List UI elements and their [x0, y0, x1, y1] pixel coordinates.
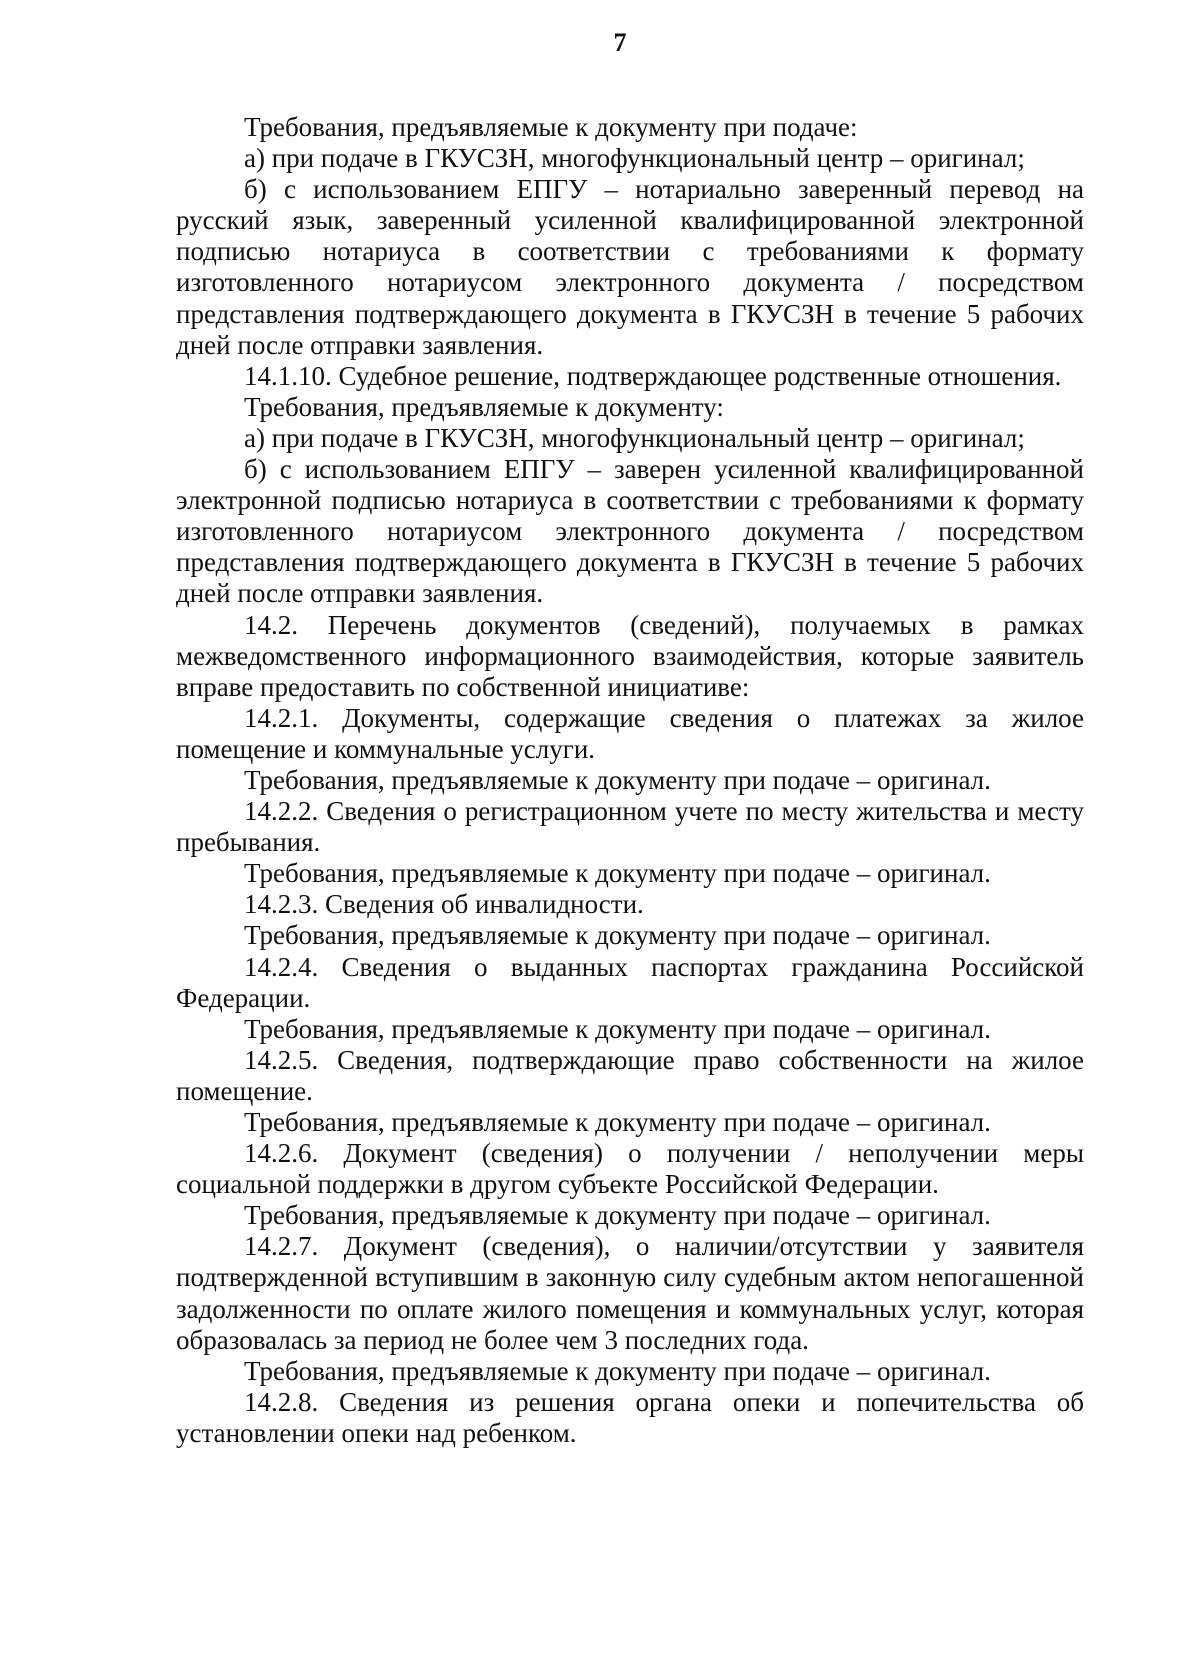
paragraph-requirements-original: Требования, предъявляемые к документу при подаче – оригинал.: [244, 858, 991, 889]
paragraph-14-2-1: 14.2.1. Документы, содержащие сведения о платежах за жилое помещение и коммунальные услуги.: [176, 702, 1084, 764]
paragraph-requirements-original: Требования, предъявляемые к документу при подаче – оригинал.: [244, 764, 991, 795]
paragraph-requirements-original: Требования, предъявляемые к документу при подаче – оригинал.: [244, 1107, 991, 1137]
paragraph-requirements-original: Требования, предъявляемые к документу при подаче – оригинал.: [244, 1200, 991, 1231]
paragraph-14-2-4: 14.2.4. Сведения о выданных паспортах гражданина Российской Федерации.: [176, 951, 1084, 1013]
paragraph-requirements: Требования, предъявляемые к документу:: [244, 391, 724, 422]
paragraph-14-2-8: 14.2.8. Сведения из решения органа опеки и попечительства об установлении опеки над ребенком.: [176, 1386, 1084, 1448]
paragraph-14-2-7: 14.2.7. Документ (сведения), о наличии/отсутствии у заявителя подтвержденной вступившим в законную силу судебным актом непогашенной задолженности по оплате жилого помещения и коммунальных услуг, которая образовалась за период не более чем 3 последних года.: [176, 1231, 1084, 1355]
paragraph-item-b-epgu-signature: б) с использованием ЕПГУ – заверен усиленной квалифицированной электронной подписью нотариуса в соответствии с требованиями к формату изготовленного нотариусом электронного документа / посредством представления подтверждающего документа в ГКУСЗН в течение 5 рабочих дней после отправки заявления.: [176, 454, 1084, 609]
paragraph-item-b-epgu-translation: б) с использованием ЕПГУ – нотариально заверенный перевод на русский язык, заверенный усиленной квалифицированной электронной подписью нотариуса в соответствии с требованиями к формату изготовленного нотариусом электронного документа / посредством представления подтверждающего документа в ГКУСЗН в течение 5 рабочих дней после отправки заявления.: [176, 174, 1084, 360]
paragraph-requirements-original: Требования, предъявляемые к документу при подаче – оригинал.: [244, 1013, 991, 1044]
paragraph-14-2: 14.2. Перечень документов (сведений), получаемых в рамках межведомственного информационного взаимодействия, которые заявитель вправе предоставить по собственной инициативе:: [176, 609, 1084, 702]
paragraph-14-2-5: 14.2.5. Сведения, подтверждающие право собственности на жилое помещение.: [176, 1044, 1084, 1106]
paragraph-requirements-original: Требования, предъявляемые к документу при подаче – оригинал.: [244, 920, 991, 951]
paragraph-14-2-3: 14.2.3. Сведения об инвалидности.: [244, 889, 644, 920]
paragraph-14-1-10: 14.1.10. Судебное решение, подтверждающее родственные отношения.: [244, 360, 1062, 391]
paragraph-item-a-submission: а) при подаче в ГКУСЗН, многофункциональный центр – оригинал;: [244, 143, 1025, 174]
paragraph-item-a-submission: а) при подаче в ГКУСЗН, многофункциональный центр – оригинал;: [244, 422, 1025, 453]
document-body: [176, 112, 1084, 1449]
paragraph-14-2-2: 14.2.2. Сведения о регистрационном учете по месту жительства и месту пребывания.: [176, 796, 1084, 858]
paragraph-requirements-original: Требования, предъявляемые к документу при подаче – оригинал.: [244, 1355, 991, 1386]
paragraph-14-2-6: 14.2.6. Документ (сведения) о получении / неполучении меры социальной поддержки в другом субъекте Российской Федерации.: [176, 1138, 1084, 1200]
paragraph-requirements-intro: Требования, предъявляемые к документу при подаче:: [244, 112, 858, 142]
page-number: 7: [613, 28, 627, 57]
